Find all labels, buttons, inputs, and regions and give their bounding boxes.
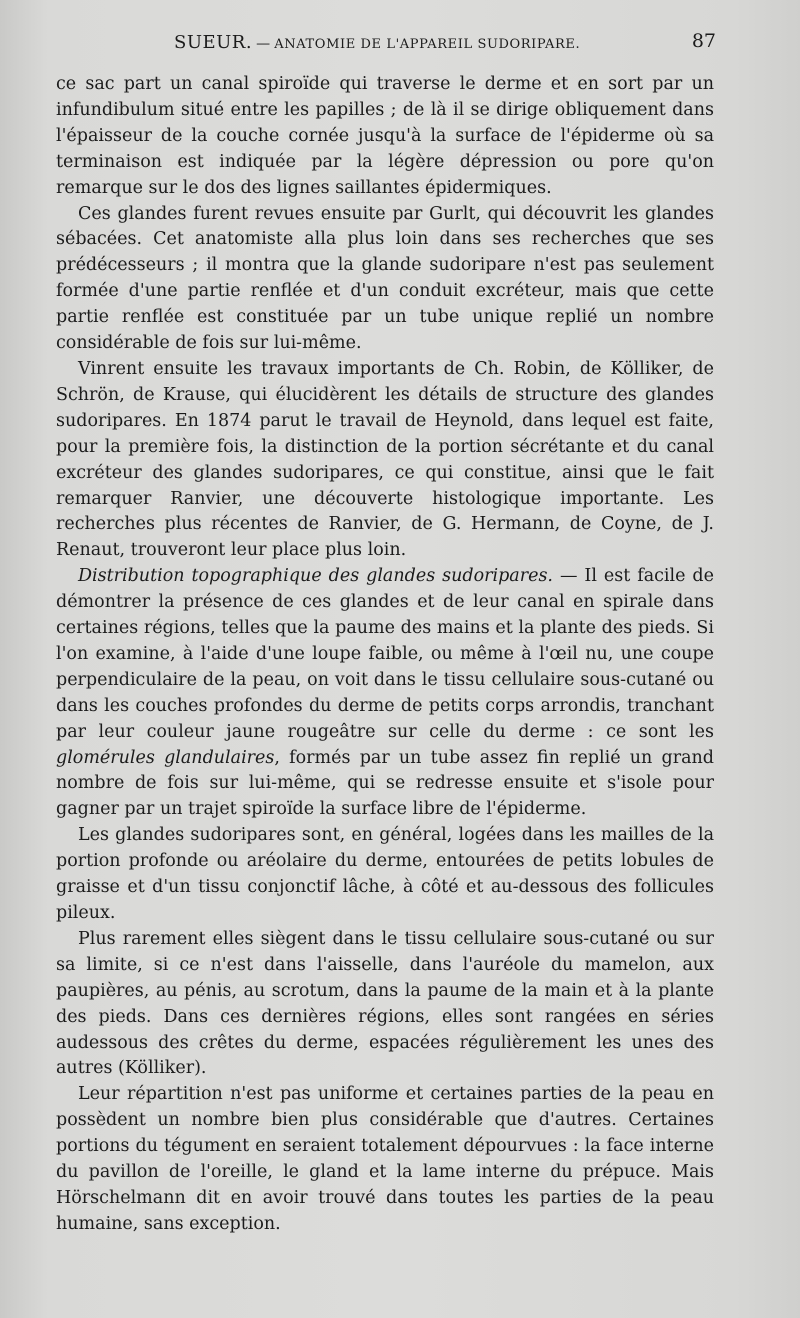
paragraph-4-text: — Il est facile de démontrer la présence de ces glandes et de leur canal en spirale dans certaines régions, telles que la paume des mains et la plante des pieds. Si l'on examine, à l'aide d'une loupe faible, ou même à l'œil nu, une coupe perpendiculaire de la peau, on voit dans le tissu cellulaire sous-cutané ou dans les couches profondes du derme de petits corps arrondis, tranchant par leur couleur jaune rougeâtre sur celle du derme : ce sont les [56, 566, 714, 742]
section-heading: Distribution topographique des glandes sudoripares. [78, 566, 553, 587]
paragraph-5 [56, 823, 714, 927]
paragraph-7 [56, 1082, 714, 1237]
running-header [56, 30, 714, 60]
paragraph-2-text: Ces glandes furent revues ensuite par Gurlt, qui découvrit les glandes sébacées. Cet anatomiste alla plus loin dans ses recherches que ses prédécesseurs ; il montra que la glande sudoripare n'est pas seulement formée d'une partie renflée et d'un conduit excréteur, mais que cette partie renflée est constituée par un tube unique replié un nombre considérable de fois sur lui-même. [56, 203, 714, 354]
paragraph-6 [56, 927, 714, 1082]
paragraph-5-text: Les glandes sudoripares sont, en général, logées dans les mailles de la portion profonde ou aréolaire du derme, entourées de petits lobules de graisse et d'un tissu conjonctif lâche, à côté et au-dessous des follicules pileux. [56, 825, 714, 923]
paragraph-2 [56, 202, 714, 357]
body-text [56, 72, 714, 1238]
paragraph-6-text: Plus rarement elles siègent dans le tissu cellulaire sous-cutané ou sur sa limite, si ce n'est dans l'aisselle, dans l'auréole du mamelon, aux paupières, au pénis, au scrotum, dans la paume de la main et à la plante des pieds. Dans ces dernières régions, elles sont rangées en séries audessous des crêtes du derme, espacées régulièrement les unes des autres (Kölliker). [56, 928, 714, 1079]
running-title [174, 32, 580, 53]
paragraph-4 [56, 564, 714, 823]
header-subject: ANATOMIE DE L'APPAREIL SUDORIPARE. [274, 37, 581, 52]
paragraph-4-text-cont: , formés par un tube assez fin replié un grand nombre de fois sur lui-même, qui se redresse ensuite et s'isole pour gagner par un trajet spiroïde la surface libre de l'épiderme. [56, 747, 715, 820]
page-number: 87 [691, 30, 716, 52]
page-content [56, 30, 714, 1238]
paragraph-7-text: Leur répartition n'est pas uniforme et certaines parties de la peau en possèdent un nombre bien plus considérable que d'autres. Certaines portions du tégument en seraient totalement dépourvues : la face interne du pavillon de l'oreille, le gland et la lame interne du prépuce. Mais Hörschelmann dit en avoir trouvé dans toutes les parties de la peau humaine, sans exception. [56, 1084, 714, 1234]
header-author: SUEUR. [174, 32, 253, 53]
paragraph-3 [56, 357, 714, 564]
paragraph-3-text: Vinrent ensuite les travaux importants de Ch. Robin, de Kölliker, de Schrön, de Krause, qui élucidèrent les détails de structure des glandes sudoripares. En 1874 parut le travail de Heynold, dans lequel est faite, pour la première fois, la distinction de la portion sécrétante et du canal excréteur des glandes sudoripares, ce qui constitue, ainsi que le fait remarquer Ranvier, une découverte histologique importante. Les recherches plus récentes de Ranvier, de G. Hermann, de Coyne, de J. Renaut, trouveront leur place plus loin. [56, 358, 714, 561]
paragraph-1 [56, 72, 714, 202]
italic-term: glomérules glandulaires [56, 747, 275, 768]
paragraph-1-text: ce sac part un canal spiroïde qui traverse le derme et en sort par un infundibulum situé entre les papilles ; de là il se dirige obliquement dans l'épaisseur de la couche cornée jusqu'à la surface de l'épiderme où sa terminaison est indiquée par la légère dépression ou pore qu'on remarque sur le dos des lignes saillantes épidermiques. [56, 74, 714, 198]
header-dash: — [256, 36, 271, 52]
